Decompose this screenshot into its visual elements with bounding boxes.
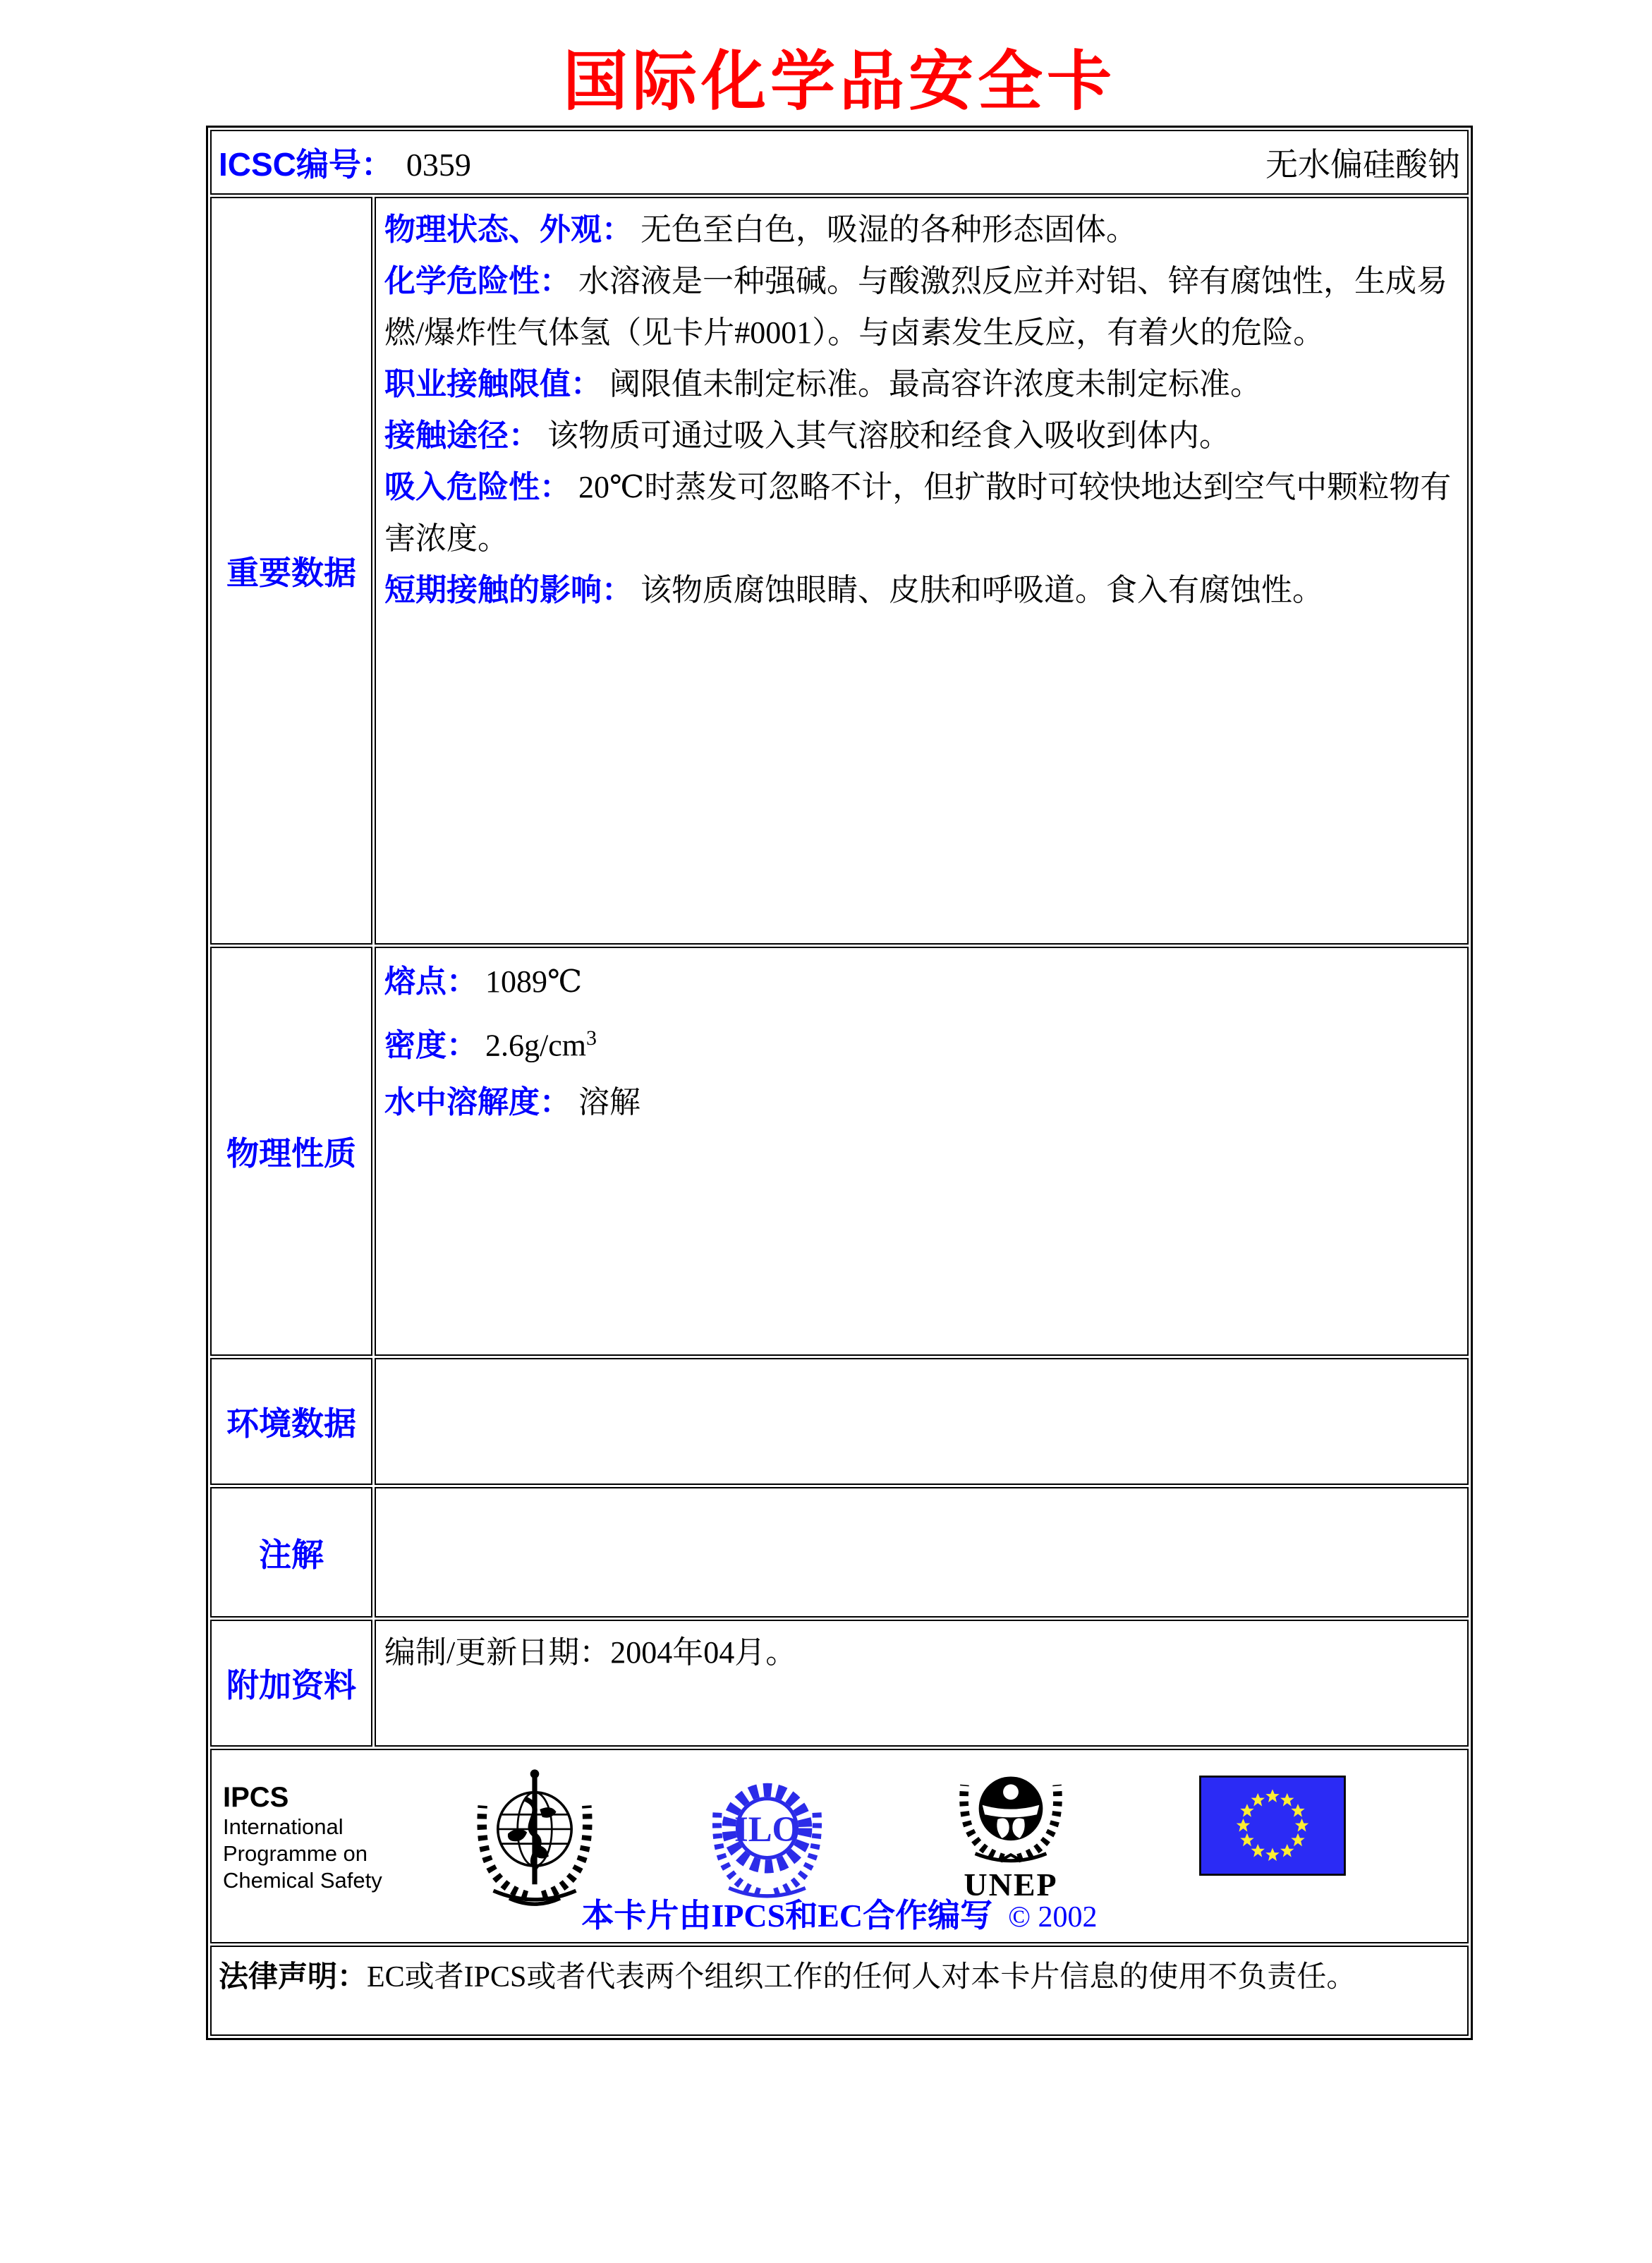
important-data-item <box>384 358 1459 410</box>
legal-label: 法律声明： <box>219 1960 368 1993</box>
chemical-name: 无水偏硅酸钠 <box>1265 147 1460 183</box>
notes-row <box>210 1487 1469 1618</box>
field-text: 该物质可通过吸入其气溶胶和经食入吸收到体内。 <box>547 418 1230 453</box>
important-data-item <box>384 461 1459 564</box>
footer-row <box>210 1749 1469 1943</box>
safety-card-table <box>206 126 1473 2040</box>
icsc-number-group <box>219 139 471 186</box>
legal-cell <box>210 1946 1469 2036</box>
field-label: 短期接触的影响： <box>384 573 633 607</box>
additional-info-content <box>375 1620 1469 1747</box>
footer-caption <box>212 1890 1467 1936</box>
icsc-number-value: 0359 <box>406 147 471 183</box>
ipcs-line3: Chemical Safety <box>223 1868 382 1893</box>
important-data-item <box>384 255 1459 358</box>
field-text: 阈限值未制定标准。最高容许浓度未制定标准。 <box>609 367 1261 401</box>
footer-cell <box>210 1749 1469 1943</box>
field-text: 溶解 <box>578 1084 640 1120</box>
field-label: 化学危险性： <box>384 264 571 298</box>
field-text: 2.6g/cm <box>485 1028 586 1063</box>
important-data-content <box>375 197 1469 945</box>
field-label: 物理状态、外观： <box>384 212 633 247</box>
important-data-item <box>384 564 1459 616</box>
field-text: 20℃时蒸发可忽略不计，但扩散时可较快地达到空气中颗粒物有害浓度。 <box>384 470 1452 556</box>
field-text: 水溶液是一种强碱。与酸激烈反应并对铝、锌有腐蚀性，生成易燃/爆炸性气体氢（见卡片#0001）。与卤素发生反应，有着火的危险。 <box>384 264 1447 350</box>
environmental-data-content <box>375 1358 1469 1485</box>
header-cell <box>210 130 1469 195</box>
legal-row <box>210 1946 1469 2036</box>
eu-flag-icon <box>1199 1776 1346 1876</box>
header-row <box>210 130 1469 195</box>
caption-copyright: © 2002 <box>1008 1901 1098 1934</box>
field-label: 吸入危险性： <box>384 470 571 504</box>
field-label: 水中溶解度： <box>384 1084 571 1120</box>
environmental-data-row-label: 环境数据 <box>210 1358 372 1485</box>
ipcs-text-block <box>223 1781 382 1894</box>
unep-logo-text: UNEP <box>964 1867 1058 1903</box>
additional-info-row-label: 附加资料 <box>210 1620 372 1747</box>
notes-content <box>375 1487 1469 1618</box>
ipcs-line1: International <box>223 1814 344 1839</box>
ilo-logo-text: ILO <box>734 1809 801 1849</box>
who-logo-icon <box>471 1763 598 1907</box>
field-label: 熔点： <box>384 964 478 999</box>
additional-info-row <box>210 1620 1469 1747</box>
field-text: 无色至白色，吸湿的各种形态固体。 <box>640 212 1137 247</box>
legal-text: EC或者IPCS或者代表两个组织工作的任何人对本卡片信息的使用不负责任。 <box>367 1961 1356 1994</box>
field-label: 密度： <box>384 1028 478 1063</box>
density-superscript: 3 <box>585 1026 597 1050</box>
field-text: 1089℃ <box>485 964 583 999</box>
physical-properties-content <box>375 947 1469 1356</box>
unep-logo-icon <box>952 1759 1070 1864</box>
environmental-data-row <box>210 1358 1469 1485</box>
density-line <box>384 1010 1459 1074</box>
solubility-line <box>384 1074 1459 1131</box>
field-label: 接触途径： <box>384 418 540 453</box>
important-data-item <box>384 410 1459 461</box>
field-text: 该物质腐蚀眼睛、皮肤和呼吸道。食入有腐蚀性。 <box>640 573 1323 607</box>
field-label: 职业接触限值： <box>384 367 602 401</box>
notes-row-label: 注解 <box>210 1487 372 1618</box>
important-data-row <box>210 197 1469 945</box>
ilo-logo-icon <box>705 1767 829 1905</box>
icsc-number-label: ICSC编号： <box>219 146 394 183</box>
ipcs-line2: Programme on <box>223 1841 368 1866</box>
caption-text: 本卡片由IPCS和EC合作编写 <box>581 1898 993 1934</box>
update-date-line: 编制/更新日期：2004年04月。 <box>384 1635 797 1670</box>
melting-point-line <box>384 954 1459 1010</box>
important-data-item <box>384 204 1459 255</box>
unep-logo-block <box>944 1759 1078 1902</box>
page-title: 国际化学品安全卡 <box>562 43 1116 119</box>
physical-properties-row <box>210 947 1469 1356</box>
physical-properties-row-label: 物理性质 <box>210 947 372 1356</box>
ipcs-acronym: IPCS <box>223 1782 289 1813</box>
important-data-row-label: 重要数据 <box>210 197 372 945</box>
